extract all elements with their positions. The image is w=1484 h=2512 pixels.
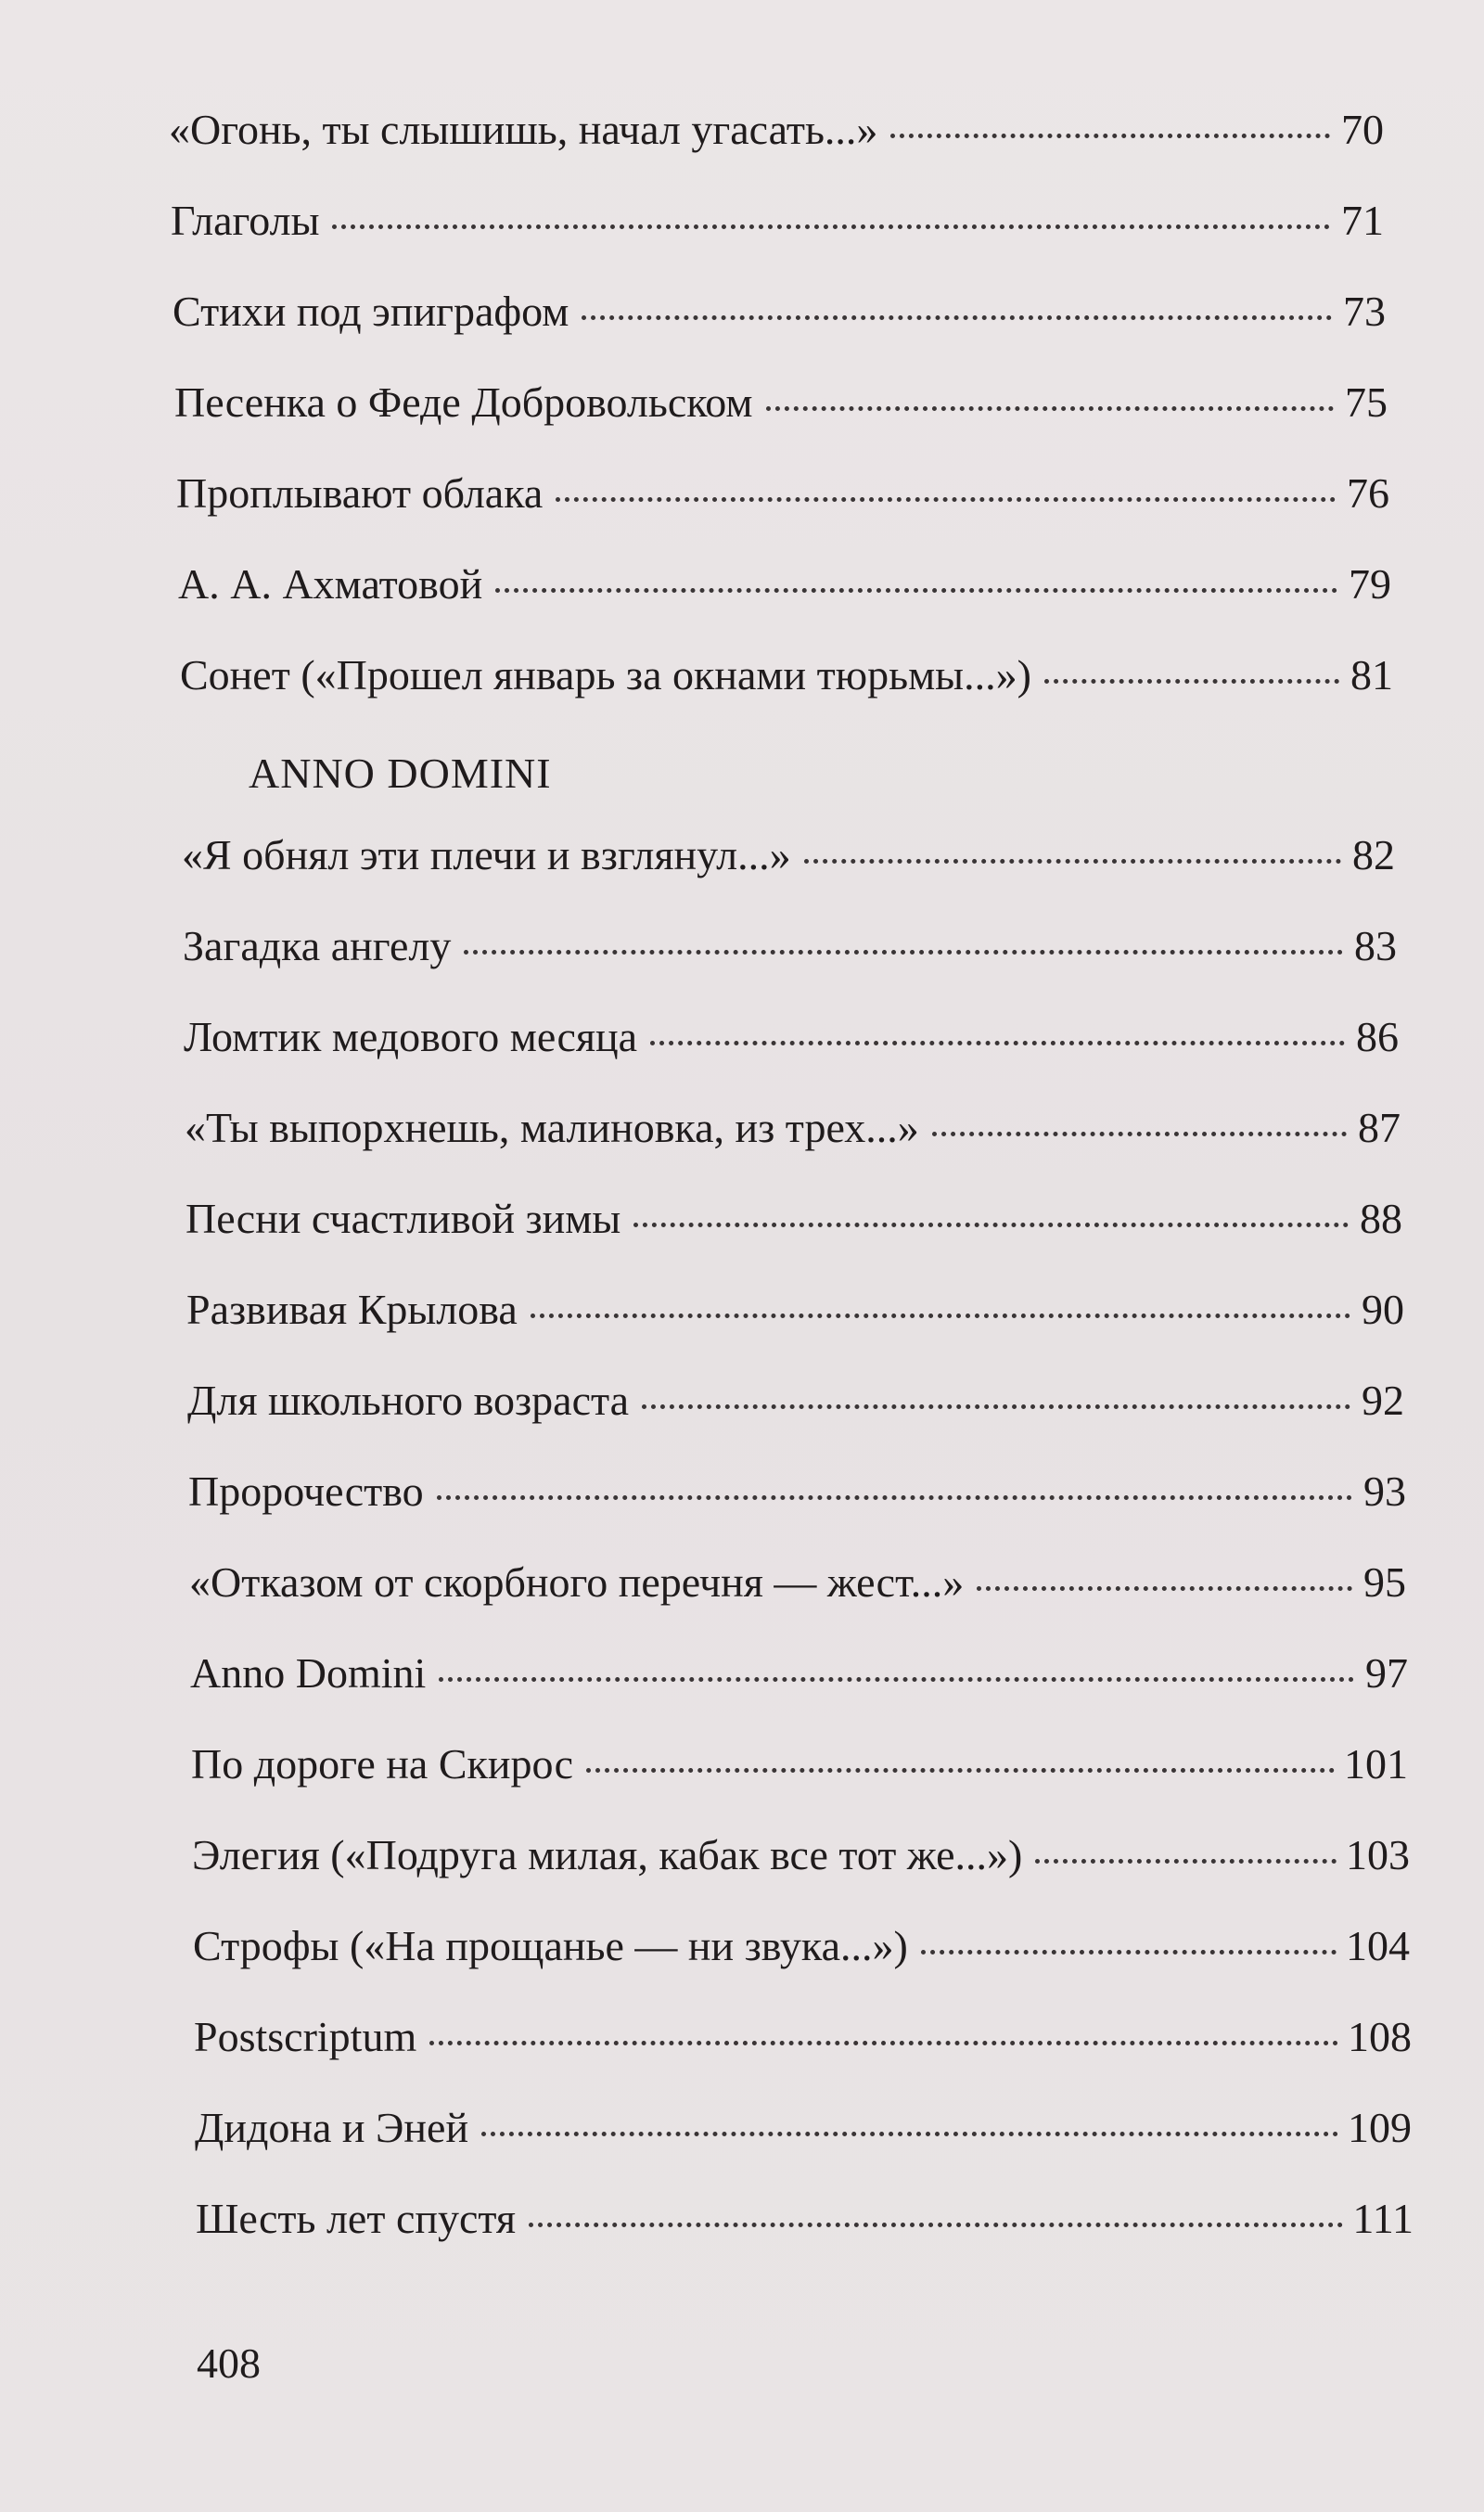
toc-entry-page: 104 (1346, 1922, 1410, 1969)
toc-entry (174, 377, 1388, 429)
toc-entry-title: «Огонь, ты слышишь, начал угасать...» (169, 106, 878, 153)
toc-entry (176, 468, 1389, 519)
toc-entry (169, 104, 1384, 156)
dot-leader (495, 588, 1337, 593)
toc-entry-page: 90 (1362, 1286, 1404, 1333)
toc-entry-page: 87 (1358, 1104, 1401, 1151)
toc-entry-page: 76 (1347, 469, 1389, 517)
dot-leader (464, 950, 1343, 955)
page-number-folio: 408 (197, 2339, 261, 2387)
section-heading: ANNO DOMINI (249, 750, 552, 797)
dot-leader (439, 1677, 1354, 1682)
toc-entry-page: 86 (1356, 1013, 1399, 1060)
toc-entry-page: 70 (1341, 106, 1384, 153)
toc-entry (185, 1102, 1401, 1154)
dot-leader (766, 406, 1334, 411)
toc-entry-page: 82 (1352, 831, 1395, 878)
dot-leader (642, 1404, 1350, 1409)
toc-entry-title: Развивая Крылова (186, 1286, 518, 1333)
toc-entry-title: По дороге на Скирос (191, 1740, 574, 1788)
toc-entry-title: Песни счастливой зимы (186, 1195, 621, 1242)
toc-entry-page: 95 (1363, 1558, 1406, 1606)
toc-entry-title: «Отказом от скорбного перечня — жест...» (189, 1558, 965, 1606)
toc-entry-title: Песенка о Феде Добровольском (174, 378, 753, 426)
toc-entry-page: 103 (1346, 1831, 1410, 1878)
toc-entry (182, 829, 1395, 881)
dot-leader (932, 1132, 1347, 1136)
toc-entry-title: Postscriptum (194, 2013, 417, 2060)
toc-entry-title: Сонет («Прошел январь за окнами тюрьмы...») (180, 651, 1031, 698)
toc-entry-title: Стихи под эпиграфом (173, 288, 569, 335)
toc-entry (189, 1557, 1406, 1608)
toc-entry-title: Ломтик медового месяца (184, 1013, 638, 1060)
toc-entry-page: 101 (1344, 1740, 1408, 1788)
dot-leader (1044, 679, 1339, 684)
dot-leader (890, 134, 1330, 138)
dot-leader (650, 1041, 1345, 1045)
toc-entry (186, 1193, 1402, 1245)
toc-entry-title: Пророчество (188, 1467, 424, 1515)
toc-entry (188, 1466, 1406, 1518)
toc-entry-title: Для школьного возраста (187, 1377, 630, 1424)
dot-leader (633, 1223, 1349, 1227)
toc-entry (194, 2011, 1412, 2063)
toc-entry (195, 2102, 1412, 2154)
toc-entry-title: «Я обнял эти плечи и взглянул...» (182, 831, 791, 878)
toc-entry-title: Элегия («Подруга милая, кабак все тот же...») (192, 1831, 1023, 1878)
toc-entry-title: Anno Domini (190, 1649, 427, 1697)
toc-entry-page: 73 (1343, 288, 1386, 335)
toc-entry-title: Глаголы (171, 197, 320, 244)
toc-entry-page: 79 (1349, 560, 1391, 608)
toc-entry-title: Шесть лет спустя (196, 2195, 517, 2242)
dot-leader (531, 1314, 1350, 1318)
toc-entry-page: 97 (1365, 1649, 1408, 1697)
dot-leader (529, 2223, 1343, 2227)
toc-entry (192, 1829, 1410, 1881)
dot-leader (332, 224, 1330, 229)
toc-entry-page: 108 (1348, 2013, 1412, 2060)
toc-entry-title: А. А. Ахматовой (178, 560, 483, 608)
toc-entry (180, 649, 1393, 701)
toc-entry (183, 920, 1397, 972)
dot-leader (556, 497, 1336, 502)
toc-entry-title: Загадка ангелу (183, 922, 452, 969)
toc-entry (196, 2193, 1414, 2245)
dot-leader (586, 1768, 1335, 1773)
dot-leader (921, 1950, 1337, 1954)
toc-entry-page: 81 (1350, 651, 1393, 698)
toc-entry-title: Проплывают облака (176, 469, 544, 517)
toc-entry-page: 83 (1354, 922, 1397, 969)
toc-entry-page: 92 (1362, 1377, 1404, 1424)
toc-entry-title: Дидона и Эней (195, 2104, 469, 2151)
toc-entry-page: 75 (1345, 378, 1388, 426)
dot-leader (804, 859, 1341, 864)
toc-entry (191, 1738, 1408, 1790)
toc-entry (193, 1920, 1410, 1972)
toc-entry-page: 88 (1360, 1195, 1402, 1242)
dot-leader (481, 2132, 1338, 2136)
toc-entry (184, 1011, 1399, 1063)
toc-entry (186, 1284, 1404, 1336)
toc-entry-title: Строфы («На прощанье — ни звука...») (193, 1922, 908, 1969)
toc-entry-page: 93 (1363, 1467, 1406, 1515)
toc-entry-title: «Ты выпорхнешь, малиновка, из трех...» (185, 1104, 919, 1151)
dot-leader (429, 2041, 1338, 2045)
toc-entry (173, 286, 1386, 338)
toc-entry (171, 195, 1384, 247)
toc-entry-page: 111 (1352, 2195, 1414, 2242)
toc-entry (190, 1647, 1408, 1699)
dot-leader (437, 1495, 1352, 1500)
dot-leader (1035, 1859, 1337, 1864)
dot-leader (977, 1586, 1352, 1591)
toc-entry-page: 109 (1348, 2104, 1412, 2151)
toc-entry (178, 558, 1391, 610)
toc-entry-page: 71 (1341, 197, 1384, 244)
dot-leader (582, 315, 1332, 320)
toc-entry (187, 1375, 1404, 1427)
